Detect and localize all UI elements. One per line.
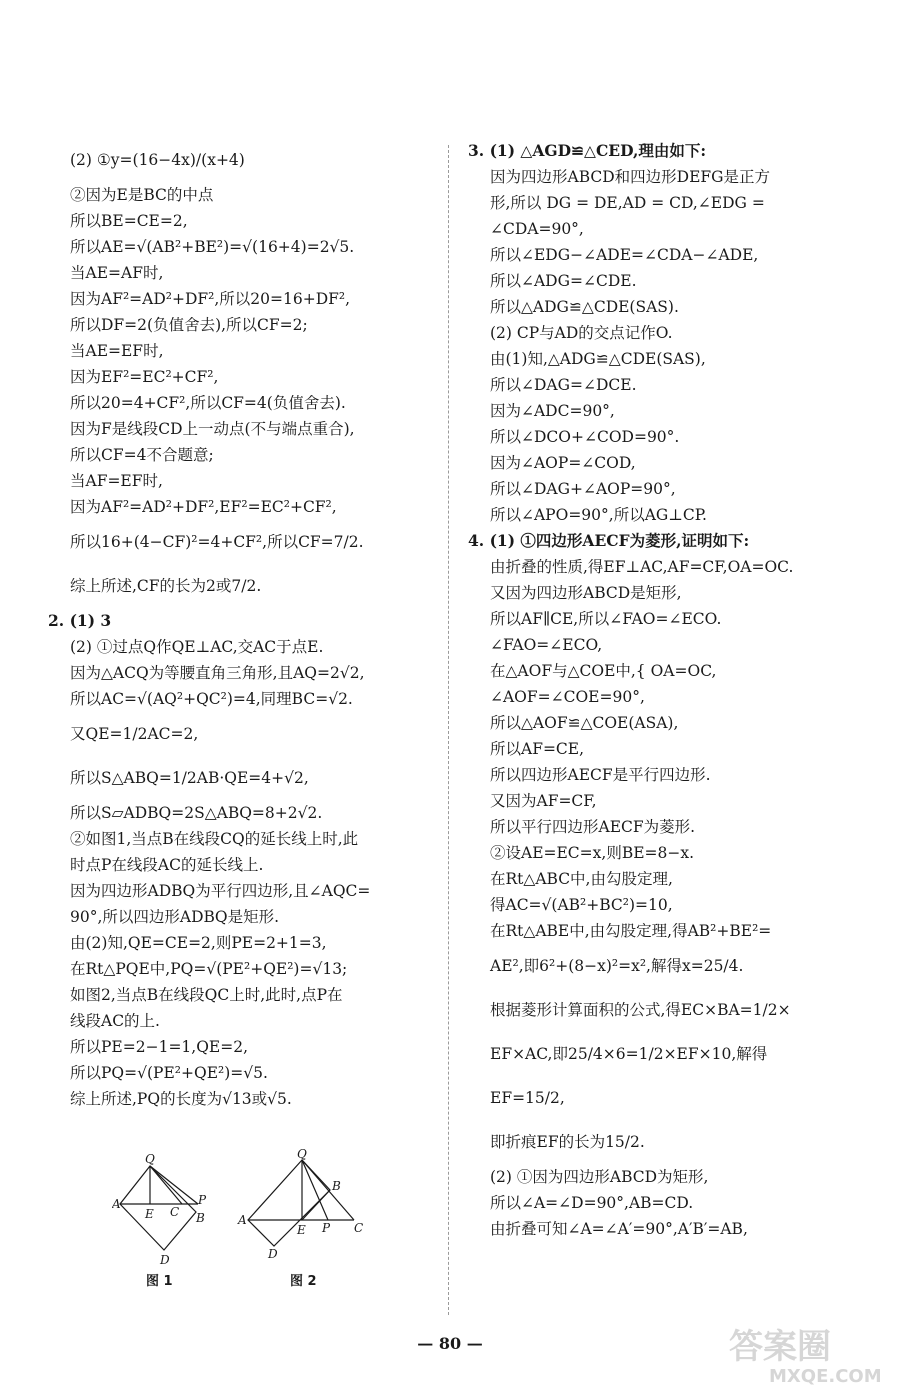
right-text-line: 形,所以 DG = DE,AD = CD,∠EDG = (490, 194, 765, 212)
right-text-line: AE²,即6²+(8−x)²=x²,解得x=25/4. (490, 957, 744, 975)
right-text-line: 又因为四边形ABCD是矩形, (490, 584, 682, 602)
right-text-line: 因为∠AOP=∠COD, (490, 454, 636, 472)
left-text-line: 又QE=1/2AC=2, (70, 725, 199, 743)
left-text-line: 由(2)知,QE=CE=2,则PE=2+1=3, (70, 934, 327, 952)
left-text-line: 所以AC=√(AQ²+QC²)=4,同理BC=√2. (70, 690, 353, 708)
watermark-logo (725, 1320, 895, 1388)
left-text-line: 所以S△ABQ=1/2AB·QE=4+√2, (70, 769, 309, 787)
right-text-line: (2) CP与AD的交点记作O. (490, 324, 673, 342)
right-text-line: (2) ①因为四边形ABCD为矩形, (490, 1168, 709, 1186)
right-text-line: 在△AOF与△COE中,{ OA=OC, (490, 662, 717, 680)
right-text-line: EF=15/2, (490, 1089, 565, 1107)
right-text-line: 所以△ADG≌△CDE(SAS). (490, 298, 679, 316)
right-text-line: 所以∠DCO+∠COD=90°. (490, 428, 680, 446)
left-text-line: 因为AF²=AD²+DF²,EF²=EC²+CF², (70, 498, 337, 516)
left-text-line: 当AF=EF时, (70, 472, 163, 490)
fig1-label-e: E (145, 1207, 154, 1221)
right-text-line: 在Rt△ABC中,由勾股定理, (490, 870, 673, 888)
right-text-line: ②设AE=EC=x,则BE=8−x. (490, 844, 695, 862)
right-text-line: 所以△AOF≌△COE(ASA), (490, 714, 679, 732)
page-number: — 80 — (417, 1334, 483, 1353)
fig2-label-p: P (322, 1221, 331, 1235)
fig1-label-p: P (198, 1193, 207, 1207)
left-text-line: 综上所述,PQ的长度为√13或√5. (70, 1090, 292, 1108)
right-text-line: 在Rt△ABE中,由勾股定理,得AB²+BE²= (490, 922, 772, 940)
fig1-label-b: B (196, 1211, 205, 1225)
right-text-line: EF×AC,即25/4×6=1/2×EF×10,解得 (490, 1045, 768, 1063)
right-text-line: 所以AF=CE, (490, 740, 585, 758)
right-text-line: 因为四边形ABCD和四边形DEFG是正方 (490, 168, 771, 186)
left-text-line: 时点P在线段AC的延长线上. (70, 856, 264, 874)
watermark-text-top: 答案圈 (729, 1327, 831, 1367)
left-text-line: 所以20=4+CF²,所以CF=4(负值舍去). (70, 394, 346, 412)
left-text-line: 因为△ACQ为等腰直角三角形,且AQ=2√2, (70, 664, 365, 682)
right-text-line: 根据菱形计算面积的公式,得EC×BA=1/2× (490, 1001, 791, 1019)
fig1-label-d: D (160, 1253, 170, 1267)
fig1-label-q: Q (145, 1152, 155, 1166)
left-text-line: 因为F是线段CD上一动点(不与端点重合), (70, 420, 355, 438)
right-text-line: 即折痕EF的长为15/2. (490, 1133, 645, 1151)
fig2-label-c: C (354, 1221, 364, 1235)
right-text-line: 因为∠ADC=90°, (490, 402, 615, 420)
right-text-line: 所以∠A=∠D=90°,AB=CD. (490, 1194, 694, 1212)
right-text-line: 所以∠DAG+∠AOP=90°, (490, 480, 676, 498)
left-text-line: 因为EF²=EC²+CF², (70, 368, 219, 386)
right-text-line: ∠CDA=90°, (490, 220, 584, 238)
right-text-line: 所以四边形AECF是平行四边形. (490, 766, 711, 784)
left-text-line: 所以S▱ADBQ=2S△ABQ=8+2√2. (70, 804, 323, 822)
left-text-line: (2) ①过点Q作QE⊥AC,交AC于点E. (70, 638, 324, 656)
left-text-line: 因为四边形ADBQ为平行四边形,且∠AQC= (70, 882, 371, 900)
figure-1-diagram (112, 1152, 222, 1268)
left-text-line: 所以BE=CE=2, (70, 212, 188, 230)
fig2-label-q: Q (297, 1148, 307, 1161)
left-text-line: (2) ①y=(16−4x)/(x+4) (70, 151, 245, 169)
left-text-line: 当AE=EF时, (70, 342, 164, 360)
figure-2-caption: 图 2 (290, 1274, 317, 1289)
right-text-line: ∠FAO=∠ECO, (490, 636, 603, 654)
left-text-line: 所以DF=2(负值舍去),所以CF=2; (70, 316, 308, 334)
right-text-line: 由(1)知,△ADG≌△CDE(SAS), (490, 350, 706, 368)
fig2-label-d: D (268, 1247, 278, 1261)
figure-2-diagram (236, 1148, 370, 1262)
left-text-line: 所以16+(4−CF)²=4+CF²,所以CF=7/2. (70, 533, 364, 551)
left-text-line: 所以AE=√(AB²+BE²)=√(16+4)=2√5. (70, 238, 355, 256)
left-text-line: 因为AF²=AD²+DF²,所以20=16+DF², (70, 290, 351, 308)
right-text-line: 3. (1) △AGD≌△CED,理由如下: (468, 141, 707, 160)
right-text-line: 4. (1) ①四边形AECF为菱形,证明如下: (468, 531, 750, 550)
watermark-text-bottom: MXQE.COM (769, 1366, 882, 1387)
figure-1-caption: 图 1 (146, 1274, 173, 1289)
fig2-label-b: B (332, 1179, 341, 1193)
left-text-line: 综上所述,CF的长为2或7/2. (70, 577, 262, 595)
fig1-label-a: A (112, 1197, 121, 1211)
right-text-line: 所以平行四边形AECF为菱形. (490, 818, 696, 836)
left-text-line: 2. (1) 3 (48, 611, 112, 630)
left-text-line: ②因为E是BC的中点 (70, 186, 214, 204)
right-text-line: 所以∠EDG−∠ADE=∠CDA−∠ADE, (490, 246, 759, 264)
right-text-line: 所以AF∥CE,所以∠FAO=∠ECO. (490, 610, 722, 628)
left-text-line: 所以CF=4不合题意; (70, 446, 214, 464)
fig2-label-e: E (297, 1223, 306, 1237)
fig2-label-a: A (238, 1213, 247, 1227)
left-text-line: 在Rt△PQE中,PQ=√(PE²+QE²)=√13; (70, 960, 348, 978)
left-text-line: 当AE=AF时, (70, 264, 164, 282)
left-text-line: ②如图1,当点B在线段CQ的延长线上时,此 (70, 830, 359, 848)
right-text-line: 所以∠APO=90°,所以AG⊥CP. (490, 506, 707, 524)
right-text-line: 由折叠可知∠A=∠A′=90°,A′B′=AB, (490, 1220, 748, 1238)
column-divider (448, 145, 449, 1315)
right-text-line: 所以∠ADG=∠CDE. (490, 272, 637, 290)
left-text-line: 如图2,当点B在线段QC上时,此时,点P在 (70, 986, 343, 1004)
left-text-line: 90°,所以四边形ADBQ是矩形. (70, 908, 280, 926)
left-text-line: 线段AC的上. (70, 1012, 160, 1030)
left-text-line: 所以PE=2−1=1,QE=2, (70, 1038, 249, 1056)
right-text-line: ∠AOF=∠COE=90°, (490, 688, 645, 706)
left-text-line: 所以PQ=√(PE²+QE²)=√5. (70, 1064, 268, 1082)
right-text-line: 又因为AF=CF, (490, 792, 597, 810)
right-text-line: 得AC=√(AB²+BC²)=10, (490, 896, 673, 914)
right-text-line: 由折叠的性质,得EF⊥AC,AF=CF,OA=OC. (490, 558, 794, 576)
right-text-line: 所以∠DAG=∠DCE. (490, 376, 637, 394)
fig1-label-c: C (170, 1205, 180, 1219)
